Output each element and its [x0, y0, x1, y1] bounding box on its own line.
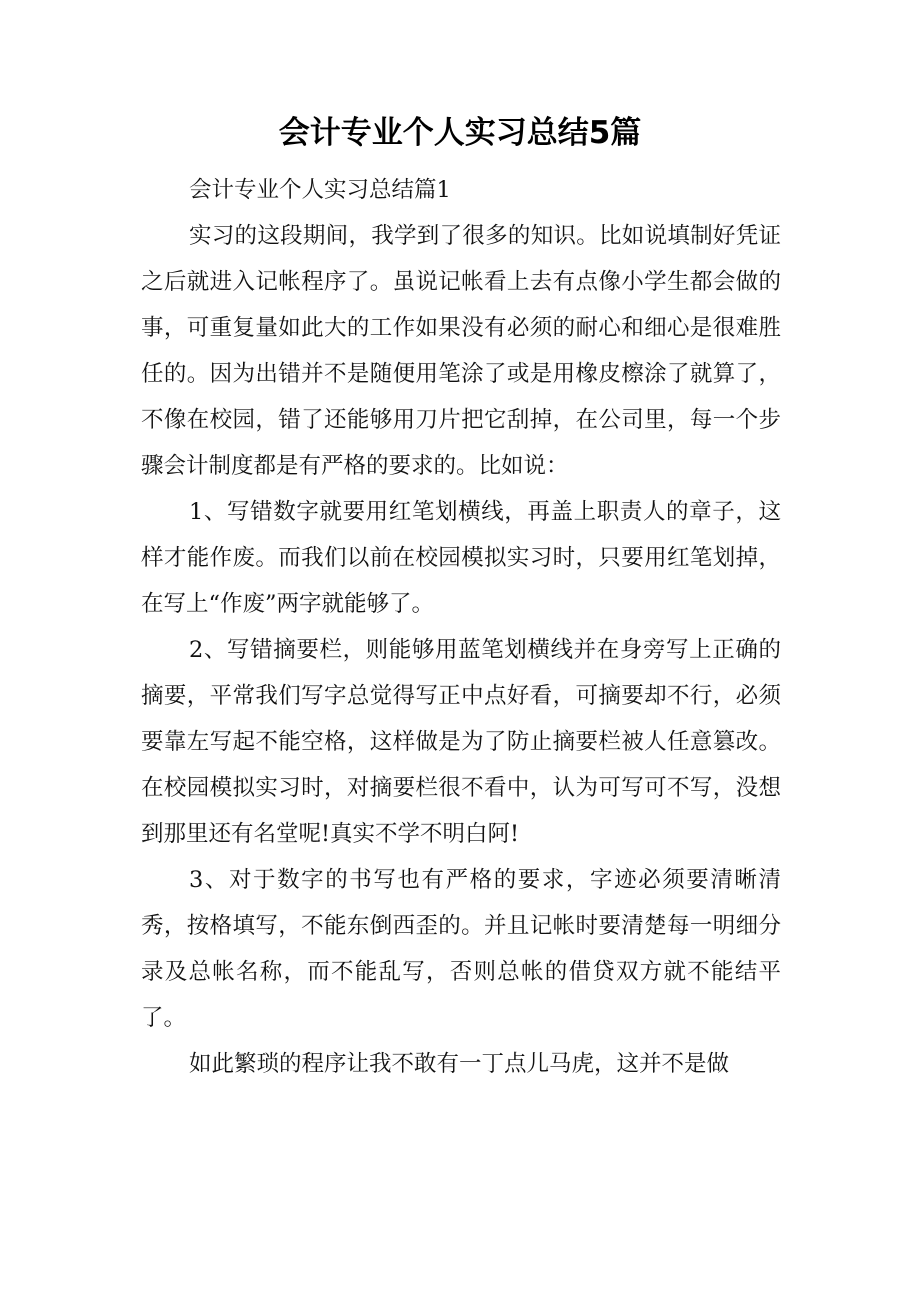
paragraph-point-1: 1、写错数字就要用红笔划横线，再盖上职责人的章子，这样才能作废。而我们以前在校园模拟实习时，只要用红笔划掉，在写上“作废”两字就能够了。 — [141, 499, 781, 617]
paragraph-closing: 如此繁琐的程序让我不敢有一丁点儿马虎，这并不是做 — [189, 1051, 730, 1077]
document-title: 会计专业个人实习总结5篇 — [278, 115, 642, 151]
paragraph-point-2: 2、写错摘要栏，则能够用蓝笔划横线并在身旁写上正确的摘要，平常我们写字总觉得写正中点好看，可摘要却不行，必须要靠左写起不能空格，这样做是为了防止摘要栏被人任意篡改。在校园模拟实习时，对摘要栏很不看中，认为可写可不写，没想到那里还有名堂呢!真实不学不明白阿! — [141, 637, 781, 847]
document-body — [141, 167, 781, 1087]
section-subtitle: 会计专业个人实习总结篇1 — [189, 177, 451, 203]
paragraph-intro: 实习的这段期间，我学到了很多的知识。比如说填制好凭证之后就进入记帐程序了。虽说记帐看上去有点像小学生都会做的事，可重复量如此大的工作如果没有必须的耐心和细心是很难胜任的。因为出错并不是随便用笔涂了或是用橡皮檫涂了就算了，不像在校园，错了还能够用刀片把它刮掉，在公司里，每一个步骤会计制度都是有严格的要求的。比如说： — [141, 223, 781, 479]
paragraph-point-3: 3、对于数字的书写也有严格的要求，字迹必须要清晰清秀，按格填写，不能东倒西歪的。并且记帐时要清楚每一明细分录及总帐名称，而不能乱写，否则总帐的借贷双方就不能结平了。 — [141, 867, 781, 1031]
